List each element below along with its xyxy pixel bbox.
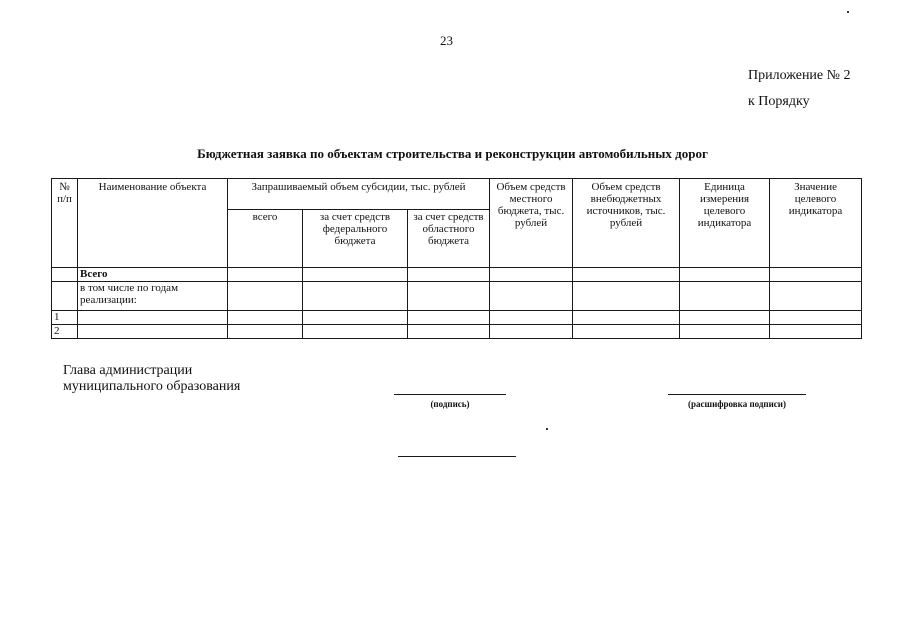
speck-mark: [546, 428, 548, 430]
signature-caption: (подпись): [430, 399, 470, 409]
row-num: 1: [52, 311, 78, 325]
cell: [490, 268, 573, 282]
header-subsidy-total: всего: [228, 210, 303, 268]
cell: [228, 268, 303, 282]
table-row: [52, 268, 862, 282]
cell: [680, 268, 770, 282]
cell: [573, 325, 680, 339]
cell: [573, 311, 680, 325]
appendix-order: к Порядку: [748, 94, 810, 109]
cell: [303, 311, 408, 325]
decoding-line: [668, 394, 806, 395]
cell: [573, 282, 680, 311]
cell: [408, 282, 490, 311]
cell: [573, 268, 680, 282]
appendix-number: Приложение № 2: [748, 68, 851, 83]
cell: [303, 268, 408, 282]
cell: [680, 282, 770, 311]
cell: [490, 325, 573, 339]
header-indicator-value: Значение целевого индикатора: [770, 179, 862, 268]
header-num: № п/п: [52, 179, 78, 268]
cell: [680, 325, 770, 339]
row-num: [52, 282, 78, 311]
cell: [680, 311, 770, 325]
header-local-budget: Объем средств местного бюджета, тыс. рублей: [490, 179, 573, 268]
cell: [770, 268, 862, 282]
row-name: [78, 325, 228, 339]
document-title: Бюджетная заявка по объектам строительства и реконструкции автомобильных дорог: [197, 146, 708, 161]
cell: [303, 325, 408, 339]
cell: [770, 311, 862, 325]
cell: [490, 282, 573, 311]
speck-mark: [847, 11, 849, 13]
cell: [228, 325, 303, 339]
cell: [408, 311, 490, 325]
header-subsidy-regional: за счет средств областного бюджета: [408, 210, 490, 268]
table-row: [52, 325, 862, 339]
row-name: Всего: [78, 268, 228, 282]
header-object-name: Наименование объекта: [78, 179, 228, 268]
cell: [770, 325, 862, 339]
page-number: 23: [440, 33, 453, 48]
signer-position: [63, 363, 240, 395]
row-name: [78, 311, 228, 325]
cell: [408, 268, 490, 282]
row-num: 2: [52, 325, 78, 339]
signer-position-line2: муниципального образования: [63, 379, 241, 394]
table-row: [52, 282, 862, 311]
budget-request-table: [51, 178, 862, 339]
extra-line: [398, 456, 516, 457]
signature-line: [394, 394, 506, 395]
cell: [303, 282, 408, 311]
header-subsidy-federal: за счет средств федерального бюджета: [303, 210, 408, 268]
row-name: в том числе по годам реализации:: [78, 282, 228, 311]
cell: [490, 311, 573, 325]
cell: [408, 325, 490, 339]
header-row-top: [52, 179, 862, 210]
table-row: [52, 311, 862, 325]
header-subsidy: Запрашиваемый объем субсидии, тыс. рублей: [228, 179, 490, 210]
appendix-reference: [748, 63, 851, 115]
header-indicator-unit: Единица измерения целевого индикатора: [680, 179, 770, 268]
header-extrabudgetary: Объем средств внебюджетных источников, тыс. рублей: [573, 179, 680, 268]
cell: [228, 282, 303, 311]
row-num: [52, 268, 78, 282]
decoding-caption: (расшифровка подписи): [688, 399, 786, 409]
cell: [770, 282, 862, 311]
cell: [228, 311, 303, 325]
signer-position-line1: Глава администрации: [63, 363, 193, 378]
